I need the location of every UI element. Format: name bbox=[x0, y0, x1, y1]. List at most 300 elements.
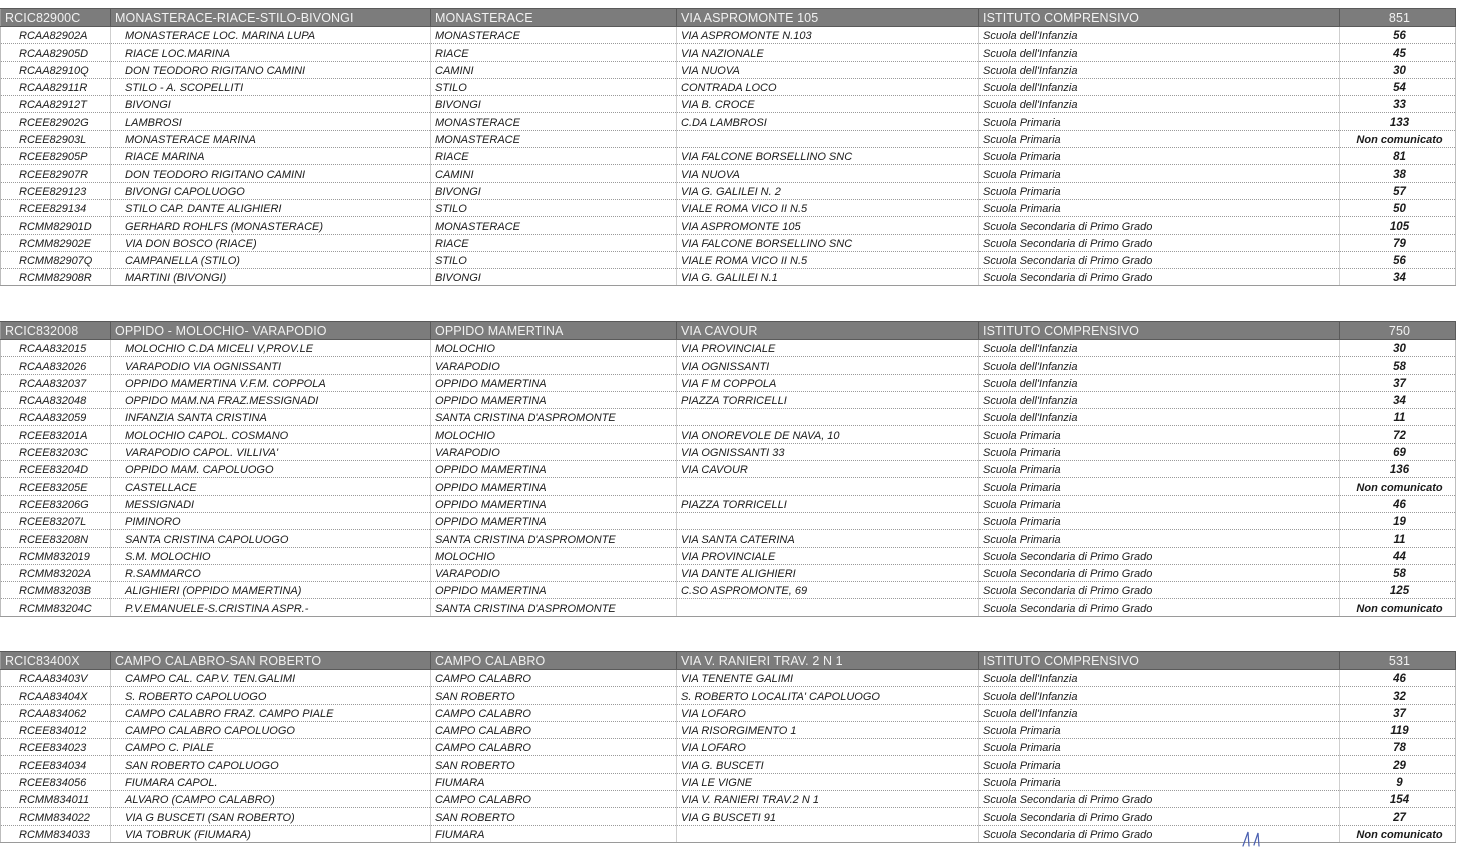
school-comune: STILO bbox=[431, 78, 677, 95]
table-row bbox=[1, 582, 1456, 599]
school-code: RCEE82907R bbox=[1, 165, 111, 182]
school-code: RCEE83203C bbox=[1, 443, 111, 460]
school-level: Scuola Secondaria di Primo Grado bbox=[979, 269, 1340, 286]
school-address bbox=[677, 599, 979, 616]
table-row bbox=[1, 756, 1456, 773]
school-rows bbox=[1, 27, 1456, 286]
school-level: Scuola dell'Infanzia bbox=[979, 409, 1340, 426]
institute-type: ISTITUTO COMPRENSIVO bbox=[979, 322, 1340, 340]
school-code: RCAA82911R bbox=[1, 78, 111, 95]
student-count: 154 bbox=[1340, 791, 1456, 808]
school-level: Scuola dell'Infanzia bbox=[979, 391, 1340, 408]
student-count: 69 bbox=[1340, 443, 1456, 460]
institute-name: MONASTERACE-RIACE-STILO-BIVONGI bbox=[111, 9, 431, 27]
student-count: 56 bbox=[1340, 27, 1456, 44]
student-count: 30 bbox=[1340, 61, 1456, 78]
table-row bbox=[1, 530, 1456, 547]
school-address: VIA TENENTE GALIMI bbox=[677, 670, 979, 687]
school-address: VIA B. CROCE bbox=[677, 96, 979, 113]
school-comune: MOLOCHIO bbox=[431, 340, 677, 357]
student-count: 79 bbox=[1340, 234, 1456, 251]
school-comune: STILO bbox=[431, 199, 677, 216]
school-comune: SAN ROBERTO bbox=[431, 808, 677, 825]
table-row bbox=[1, 443, 1456, 460]
student-count: 11 bbox=[1340, 530, 1456, 547]
school-level: Scuola Primaria bbox=[979, 495, 1340, 512]
handwritten-initial-mark bbox=[1239, 826, 1269, 847]
table-row bbox=[1, 234, 1456, 251]
institute-header-row bbox=[1, 9, 1456, 27]
school-code: RCAA83404X bbox=[1, 687, 111, 704]
student-count: 125 bbox=[1340, 582, 1456, 599]
school-code: RCEE834034 bbox=[1, 756, 111, 773]
student-count: 105 bbox=[1340, 217, 1456, 234]
institute-comune: CAMPO CALABRO bbox=[431, 652, 677, 670]
table-row bbox=[1, 564, 1456, 581]
school-code: RCEE834056 bbox=[1, 773, 111, 790]
student-count: 57 bbox=[1340, 182, 1456, 199]
student-count: 33 bbox=[1340, 96, 1456, 113]
student-count: 44 bbox=[1340, 547, 1456, 564]
school-level: Scuola Primaria bbox=[979, 478, 1340, 495]
school-name: MONASTERACE LOC. MARINA LUPA bbox=[111, 27, 431, 44]
school-address: PIAZZA TORRICELLI bbox=[677, 391, 979, 408]
student-count: 9 bbox=[1340, 773, 1456, 790]
table-row bbox=[1, 148, 1456, 165]
school-comune: BIVONGI bbox=[431, 96, 677, 113]
school-name: INFANZIA SANTA CRISTINA bbox=[111, 409, 431, 426]
school-name: CAMPANELLA (STILO) bbox=[111, 251, 431, 268]
table-row bbox=[1, 495, 1456, 512]
student-count: 46 bbox=[1340, 495, 1456, 512]
student-count: 72 bbox=[1340, 426, 1456, 443]
student-count: 30 bbox=[1340, 340, 1456, 357]
school-level: Scuola Secondaria di Primo Grado bbox=[979, 599, 1340, 616]
school-rows bbox=[1, 670, 1456, 843]
school-address: VIA V. RANIERI TRAV.2 N 1 bbox=[677, 791, 979, 808]
school-comune: MONASTERACE bbox=[431, 27, 677, 44]
school-level: Scuola Primaria bbox=[979, 773, 1340, 790]
school-comune: STILO bbox=[431, 251, 677, 268]
school-level: Scuola Secondaria di Primo Grado bbox=[979, 251, 1340, 268]
student-count: 34 bbox=[1340, 391, 1456, 408]
school-name: CAMPO CAL. CAP.V. TEN.GALIMI bbox=[111, 670, 431, 687]
school-code: RCMM834011 bbox=[1, 791, 111, 808]
school-code: RCEE834023 bbox=[1, 739, 111, 756]
school-name: MARTINI (BIVONGI) bbox=[111, 269, 431, 286]
school-code: RCEE829134 bbox=[1, 199, 111, 216]
school-address: VIA PROVINCIALE bbox=[677, 340, 979, 357]
school-level: Scuola Primaria bbox=[979, 739, 1340, 756]
school-name: MOLOCHIO C.DA MICELI V,PROV.LE bbox=[111, 340, 431, 357]
school-address: VIA CAVOUR bbox=[677, 461, 979, 478]
school-address bbox=[677, 130, 979, 147]
school-address: VIA LE VIGNE bbox=[677, 773, 979, 790]
student-count: 81 bbox=[1340, 148, 1456, 165]
school-address: VIA DANTE ALIGHIERI bbox=[677, 564, 979, 581]
school-code: RCAA832048 bbox=[1, 391, 111, 408]
school-comune: CAMINI bbox=[431, 165, 677, 182]
school-code: RCEE834012 bbox=[1, 721, 111, 738]
school-address: VIA ASPROMONTE 105 bbox=[677, 217, 979, 234]
school-comune: SAN ROBERTO bbox=[431, 687, 677, 704]
school-address: VIA PROVINCIALE bbox=[677, 547, 979, 564]
school-name: CASTELLACE bbox=[111, 478, 431, 495]
table-row bbox=[1, 808, 1456, 825]
school-level: Scuola Secondaria di Primo Grado bbox=[979, 825, 1340, 842]
school-code: RCAA82910Q bbox=[1, 61, 111, 78]
school-address bbox=[677, 409, 979, 426]
school-address: VIA F M COPPOLA bbox=[677, 374, 979, 391]
student-count: 29 bbox=[1340, 756, 1456, 773]
school-comune: OPPIDO MAMERTINA bbox=[431, 478, 677, 495]
school-comune: SAN ROBERTO bbox=[431, 756, 677, 773]
school-name: BIVONGI CAPOLUOGO bbox=[111, 182, 431, 199]
table-row bbox=[1, 357, 1456, 374]
table-row bbox=[1, 409, 1456, 426]
table-row bbox=[1, 426, 1456, 443]
school-code: RCEE82905P bbox=[1, 148, 111, 165]
school-level: Scuola dell'Infanzia bbox=[979, 61, 1340, 78]
school-address: VIA G BUSCETI 91 bbox=[677, 808, 979, 825]
school-level: Scuola Primaria bbox=[979, 182, 1340, 199]
school-level: Scuola Primaria bbox=[979, 426, 1340, 443]
school-comune: MONASTERACE bbox=[431, 217, 677, 234]
school-code: RCEE83205E bbox=[1, 478, 111, 495]
student-count: 37 bbox=[1340, 704, 1456, 721]
school-level: Scuola dell'Infanzia bbox=[979, 96, 1340, 113]
table-row bbox=[1, 165, 1456, 182]
table-row bbox=[1, 825, 1456, 842]
school-level: Scuola Secondaria di Primo Grado bbox=[979, 808, 1340, 825]
student-count: 119 bbox=[1340, 721, 1456, 738]
student-count: 45 bbox=[1340, 44, 1456, 61]
school-code: RCMM832019 bbox=[1, 547, 111, 564]
school-comune: FIUMARA bbox=[431, 773, 677, 790]
school-address: CONTRADA LOCO bbox=[677, 78, 979, 95]
table-row bbox=[1, 340, 1456, 357]
institute-code: RCIC832008 bbox=[1, 322, 111, 340]
institute-code: RCIC83400X bbox=[1, 652, 111, 670]
table-row bbox=[1, 61, 1456, 78]
table-row bbox=[1, 113, 1456, 130]
school-level: Scuola Primaria bbox=[979, 756, 1340, 773]
school-address bbox=[677, 512, 979, 529]
school-address: VIA NUOVA bbox=[677, 165, 979, 182]
school-address: VIA NUOVA bbox=[677, 61, 979, 78]
school-comune: MONASTERACE bbox=[431, 130, 677, 147]
school-level: Scuola dell'Infanzia bbox=[979, 374, 1340, 391]
student-count: 34 bbox=[1340, 269, 1456, 286]
table-row bbox=[1, 791, 1456, 808]
schools-table bbox=[0, 8, 1456, 286]
table-row bbox=[1, 251, 1456, 268]
school-address bbox=[677, 825, 979, 842]
school-code: RCMM834022 bbox=[1, 808, 111, 825]
table-row bbox=[1, 773, 1456, 790]
table-row bbox=[1, 44, 1456, 61]
institute-header-row bbox=[1, 322, 1456, 340]
table-row bbox=[1, 478, 1456, 495]
institute-total: 851 bbox=[1340, 9, 1456, 27]
table-row bbox=[1, 461, 1456, 478]
school-comune: SANTA CRISTINA D'ASPROMONTE bbox=[431, 599, 677, 616]
school-code: RCAA832015 bbox=[1, 340, 111, 357]
school-name: VIA DON BOSCO (RIACE) bbox=[111, 234, 431, 251]
school-address: C.DA LAMBROSI bbox=[677, 113, 979, 130]
school-code: RCEE83208N bbox=[1, 530, 111, 547]
institute-comune: OPPIDO MAMERTINA bbox=[431, 322, 677, 340]
school-address: C.SO ASPROMONTE, 69 bbox=[677, 582, 979, 599]
school-comune: OPPIDO MAMERTINA bbox=[431, 512, 677, 529]
school-code: RCEE829123 bbox=[1, 182, 111, 199]
school-name: RIACE MARINA bbox=[111, 148, 431, 165]
school-name: OPPIDO MAMERTINA V.F.M. COPPOLA bbox=[111, 374, 431, 391]
school-code: RCAA82912T bbox=[1, 96, 111, 113]
school-code: RCAA832026 bbox=[1, 357, 111, 374]
school-name: DON TEODORO RIGITANO CAMINI bbox=[111, 61, 431, 78]
student-count: 11 bbox=[1340, 409, 1456, 426]
school-address: VIA ASPROMONTE N.103 bbox=[677, 27, 979, 44]
school-level: Scuola Primaria bbox=[979, 721, 1340, 738]
school-name: VIA TOBRUK (FIUMARA) bbox=[111, 825, 431, 842]
school-level: Scuola dell'Infanzia bbox=[979, 670, 1340, 687]
school-code: RCMM83204C bbox=[1, 599, 111, 616]
school-comune: SANTA CRISTINA D'ASPROMONTE bbox=[431, 530, 677, 547]
school-level: Scuola Secondaria di Primo Grado bbox=[979, 217, 1340, 234]
table-row bbox=[1, 27, 1456, 44]
school-comune: VARAPODIO bbox=[431, 564, 677, 581]
institute-name: OPPIDO - MOLOCHIO- VARAPODIO bbox=[111, 322, 431, 340]
school-name: PIMINORO bbox=[111, 512, 431, 529]
institute-header-row bbox=[1, 652, 1456, 670]
student-count: 58 bbox=[1340, 357, 1456, 374]
school-name: SAN ROBERTO CAPOLUOGO bbox=[111, 756, 431, 773]
institute-total: 750 bbox=[1340, 322, 1456, 340]
institute-comune: MONASTERACE bbox=[431, 9, 677, 27]
school-name: R.SAMMARCO bbox=[111, 564, 431, 581]
school-comune: MONASTERACE bbox=[431, 113, 677, 130]
student-count: 133 bbox=[1340, 113, 1456, 130]
school-code: RCMM82902E bbox=[1, 234, 111, 251]
school-comune: OPPIDO MAMERTINA bbox=[431, 461, 677, 478]
student-count: Non comunicato bbox=[1340, 825, 1456, 842]
school-code: RCEE82902G bbox=[1, 113, 111, 130]
school-code: RCAA832059 bbox=[1, 409, 111, 426]
school-name: STILO - A. SCOPELLITI bbox=[111, 78, 431, 95]
student-count: 46 bbox=[1340, 670, 1456, 687]
school-code: RCAA82905D bbox=[1, 44, 111, 61]
table-row bbox=[1, 704, 1456, 721]
school-level: Scuola Primaria bbox=[979, 461, 1340, 478]
table-row bbox=[1, 670, 1456, 687]
school-name: BIVONGI bbox=[111, 96, 431, 113]
table-row bbox=[1, 269, 1456, 286]
institute-type: ISTITUTO COMPRENSIVO bbox=[979, 9, 1340, 27]
student-count: 136 bbox=[1340, 461, 1456, 478]
school-address: VIA G. GALILEI N. 2 bbox=[677, 182, 979, 199]
school-code: RCEE83201A bbox=[1, 426, 111, 443]
school-address: VIA OGNISSANTI bbox=[677, 357, 979, 374]
school-name: OPPIDO MAM. CAPOLUOGO bbox=[111, 461, 431, 478]
school-code: RCEE83204D bbox=[1, 461, 111, 478]
school-name: STILO CAP. DANTE ALIGHIERI bbox=[111, 199, 431, 216]
school-comune: FIUMARA bbox=[431, 825, 677, 842]
school-name: MESSIGNADI bbox=[111, 495, 431, 512]
school-address: VIA G. GALILEI N.1 bbox=[677, 269, 979, 286]
school-comune: CAMPO CALABRO bbox=[431, 704, 677, 721]
school-code: RCMM82901D bbox=[1, 217, 111, 234]
school-name: RIACE LOC.MARINA bbox=[111, 44, 431, 61]
table-row bbox=[1, 182, 1456, 199]
school-comune: RIACE bbox=[431, 148, 677, 165]
school-level: Scuola Primaria bbox=[979, 148, 1340, 165]
school-level: Scuola dell'Infanzia bbox=[979, 357, 1340, 374]
school-level: Scuola dell'Infanzia bbox=[979, 340, 1340, 357]
institute-code: RCIC82900C bbox=[1, 9, 111, 27]
school-comune: CAMPO CALABRO bbox=[431, 721, 677, 738]
school-name: CAMPO C. PIALE bbox=[111, 739, 431, 756]
school-level: Scuola dell'Infanzia bbox=[979, 687, 1340, 704]
school-address: VIA G. BUSCETI bbox=[677, 756, 979, 773]
school-level: Scuola dell'Infanzia bbox=[979, 704, 1340, 721]
school-code: RCMM83203B bbox=[1, 582, 111, 599]
school-code: RCEE82903L bbox=[1, 130, 111, 147]
school-level: Scuola Primaria bbox=[979, 199, 1340, 216]
school-name: FIUMARA CAPOL. bbox=[111, 773, 431, 790]
student-count: 19 bbox=[1340, 512, 1456, 529]
school-name: CAMPO CALABRO FRAZ. CAMPO PIALE bbox=[111, 704, 431, 721]
student-count: 32 bbox=[1340, 687, 1456, 704]
school-name: VARAPODIO CAPOL. VILLIVA' bbox=[111, 443, 431, 460]
student-count: Non comunicato bbox=[1340, 130, 1456, 147]
student-count: 58 bbox=[1340, 564, 1456, 581]
school-address: VIA FALCONE BORSELLINO SNC bbox=[677, 234, 979, 251]
table-row bbox=[1, 96, 1456, 113]
school-comune: BIVONGI bbox=[431, 269, 677, 286]
table-row bbox=[1, 199, 1456, 216]
school-comune: MOLOCHIO bbox=[431, 547, 677, 564]
student-count: 27 bbox=[1340, 808, 1456, 825]
school-code: RCMM834033 bbox=[1, 825, 111, 842]
school-level: Scuola Secondaria di Primo Grado bbox=[979, 564, 1340, 581]
school-comune: RIACE bbox=[431, 44, 677, 61]
school-name: LAMBROSI bbox=[111, 113, 431, 130]
table-row bbox=[1, 721, 1456, 738]
school-name: SANTA CRISTINA CAPOLUOGO bbox=[111, 530, 431, 547]
school-level: Scuola dell'Infanzia bbox=[979, 44, 1340, 61]
school-name: VARAPODIO VIA OGNISSANTI bbox=[111, 357, 431, 374]
table-row bbox=[1, 739, 1456, 756]
school-level: Scuola Secondaria di Primo Grado bbox=[979, 791, 1340, 808]
school-comune: MOLOCHIO bbox=[431, 426, 677, 443]
school-address: VIA ONOREVOLE DE NAVA, 10 bbox=[677, 426, 979, 443]
school-name: S.M. MOLOCHIO bbox=[111, 547, 431, 564]
school-comune: OPPIDO MAMERTINA bbox=[431, 391, 677, 408]
school-level: Scuola Secondaria di Primo Grado bbox=[979, 234, 1340, 251]
school-comune: SANTA CRISTINA D'ASPROMONTE bbox=[431, 409, 677, 426]
school-address: VIA NAZIONALE bbox=[677, 44, 979, 61]
school-comune: RIACE bbox=[431, 234, 677, 251]
school-comune: CAMPO CALABRO bbox=[431, 791, 677, 808]
school-comune: OPPIDO MAMERTINA bbox=[431, 495, 677, 512]
student-count: 38 bbox=[1340, 165, 1456, 182]
school-code: RCAA832037 bbox=[1, 374, 111, 391]
school-comune: CAMINI bbox=[431, 61, 677, 78]
school-block-rcic83400x bbox=[0, 651, 1455, 843]
school-code: RCAA83403V bbox=[1, 670, 111, 687]
school-code: RCMM83202A bbox=[1, 564, 111, 581]
table-row bbox=[1, 78, 1456, 95]
school-comune: VARAPODIO bbox=[431, 443, 677, 460]
school-address: VIA OGNISSANTI 33 bbox=[677, 443, 979, 460]
school-level: Scuola Primaria bbox=[979, 530, 1340, 547]
table-row bbox=[1, 547, 1456, 564]
school-level: Scuola Secondaria di Primo Grado bbox=[979, 547, 1340, 564]
school-name: S. ROBERTO CAPOLUOGO bbox=[111, 687, 431, 704]
student-count: 78 bbox=[1340, 739, 1456, 756]
school-level: Scuola Primaria bbox=[979, 512, 1340, 529]
institute-address: VIA V. RANIERI TRAV. 2 N 1 bbox=[677, 652, 979, 670]
table-row bbox=[1, 687, 1456, 704]
school-level: Scuola dell'Infanzia bbox=[979, 78, 1340, 95]
school-block-rcic832008 bbox=[0, 321, 1455, 617]
table-row bbox=[1, 217, 1456, 234]
school-level: Scuola Primaria bbox=[979, 113, 1340, 130]
school-comune: BIVONGI bbox=[431, 182, 677, 199]
school-level: Scuola Primaria bbox=[979, 130, 1340, 147]
school-address: S. ROBERTO LOCALITA' CAPOLUOGO bbox=[677, 687, 979, 704]
school-name: VIA G BUSCETI (SAN ROBERTO) bbox=[111, 808, 431, 825]
student-count: 56 bbox=[1340, 251, 1456, 268]
school-address: VIA LOFARO bbox=[677, 704, 979, 721]
school-comune: CAMPO CALABRO bbox=[431, 670, 677, 687]
school-comune: OPPIDO MAMERTINA bbox=[431, 374, 677, 391]
institute-type: ISTITUTO COMPRENSIVO bbox=[979, 652, 1340, 670]
schools-table bbox=[0, 321, 1456, 617]
institute-name: CAMPO CALABRO-SAN ROBERTO bbox=[111, 652, 431, 670]
student-count: 37 bbox=[1340, 374, 1456, 391]
school-address bbox=[677, 478, 979, 495]
school-code: RCMM82907Q bbox=[1, 251, 111, 268]
student-count: Non comunicato bbox=[1340, 599, 1456, 616]
school-name: ALVARO (CAMPO CALABRO) bbox=[111, 791, 431, 808]
student-count: 50 bbox=[1340, 199, 1456, 216]
school-block-rcic82900c bbox=[0, 8, 1455, 286]
student-count: 54 bbox=[1340, 78, 1456, 95]
school-rows bbox=[1, 340, 1456, 617]
school-level: Scuola Primaria bbox=[979, 165, 1340, 182]
school-address: VIA SANTA CATERINA bbox=[677, 530, 979, 547]
table-row bbox=[1, 391, 1456, 408]
school-comune: VARAPODIO bbox=[431, 357, 677, 374]
school-name: GERHARD ROHLFS (MONASTERACE) bbox=[111, 217, 431, 234]
school-comune: CAMPO CALABRO bbox=[431, 739, 677, 756]
school-address: PIAZZA TORRICELLI bbox=[677, 495, 979, 512]
school-code: RCAA834062 bbox=[1, 704, 111, 721]
school-address: VIA LOFARO bbox=[677, 739, 979, 756]
school-code: RCAA82902A bbox=[1, 27, 111, 44]
school-address: VIA FALCONE BORSELLINO SNC bbox=[677, 148, 979, 165]
institute-address: VIA ASPROMONTE 105 bbox=[677, 9, 979, 27]
table-row bbox=[1, 374, 1456, 391]
school-level: Scuola Primaria bbox=[979, 443, 1340, 460]
school-name: ALIGHIERI (OPPIDO MAMERTINA) bbox=[111, 582, 431, 599]
school-code: RCEE83206G bbox=[1, 495, 111, 512]
schools-table bbox=[0, 651, 1456, 843]
school-comune: OPPIDO MAMERTINA bbox=[431, 582, 677, 599]
school-name: OPPIDO MAM.NA FRAZ.MESSIGNADI bbox=[111, 391, 431, 408]
